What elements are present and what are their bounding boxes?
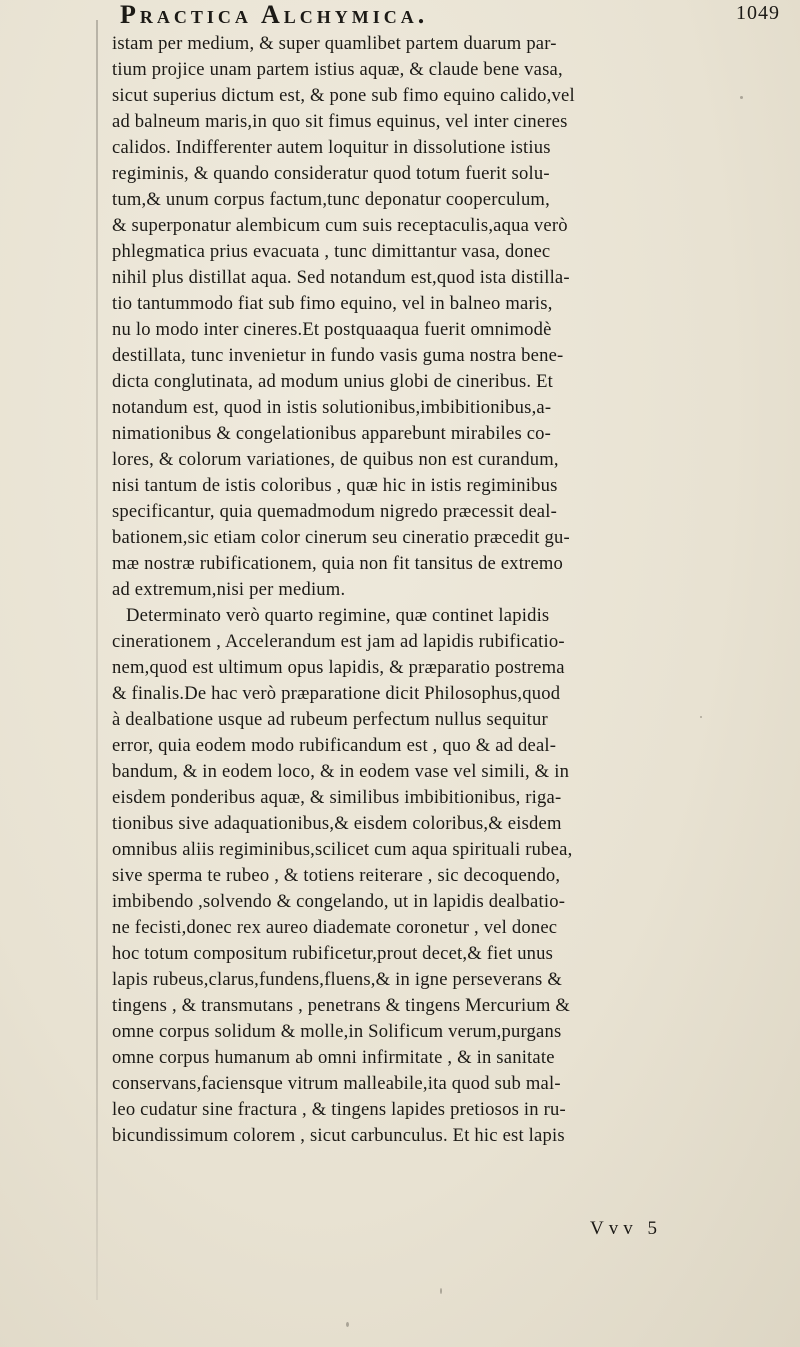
text-line: destillata, tunc invenietur in fundo vasis guma nostra bene-: [112, 345, 564, 366]
page-gutter-shadow: [96, 20, 98, 1300]
text-line: eisdem ponderibus aquæ, & similibus imbibitionibus, riga-: [112, 787, 562, 808]
text-line: ne fecisti,donec rex aureo diademate coronetur , vel donec: [112, 917, 558, 938]
text-line: calidos. Indifferenter autem loquitur in dissolutione istius: [112, 137, 551, 158]
text-line: Determinato verò quarto regimine, quæ continet lapidis: [126, 605, 550, 626]
text-line: omne corpus solidum & molle,in Solificum verum,purgans: [112, 1021, 562, 1042]
text-line: nem,quod est ultimum opus lapidis, & præparatio postrema: [112, 657, 565, 678]
text-line: ad extremum,nisi per medium.: [112, 579, 346, 600]
text-line: tionibus sive adaquationibus,& eisdem coloribus,& eisdem: [112, 813, 562, 834]
text-line: omne corpus humanum ab omni infirmitate , & in sanitate: [112, 1047, 555, 1068]
paper-speck: [740, 96, 743, 99]
text-line: specificantur, quia quemadmodum nigredo præcessit deal-: [112, 501, 558, 522]
text-line: bationem,sic etiam color cinerum seu cineratio præcedit gu-: [112, 527, 570, 548]
text-line: error, quia eodem modo rubificandum est , quo & ad deal-: [112, 735, 557, 756]
text-line: sive sperma te rubeo , & totiens reiterare , sic decoquendo,: [112, 865, 561, 886]
page-header: [120, 0, 780, 34]
text-line: conservans,faciensque vitrum malleabile,ita quod sub mal-: [112, 1073, 561, 1094]
text-line: tio tantummodo fiat sub fimo equino, vel in balneo maris,: [112, 293, 553, 314]
text-line: notandum est, quod in istis solutionibus,imbibitionibus,a-: [112, 397, 552, 418]
text-line: nu lo modo inter cineres.Et postquaaqua fuerit omnimodè: [112, 319, 552, 340]
text-line: phlegmatica prius evacuata , tunc dimittantur vasa, donec: [112, 241, 551, 262]
text-line: mæ nostræ rubificationem, quia non fit tansitus de extremo: [112, 553, 564, 574]
text-line: ad balneum maris,in quo sit fimus equinus, vel inter cineres: [112, 111, 568, 132]
paper-speck: [346, 1322, 349, 1327]
text-line: nimationibus & congelationibus apparebunt mirabiles co-: [112, 423, 552, 444]
text-line: leo cudatur sine fractura , & tingens lapides pretiosos in ru-: [112, 1099, 566, 1120]
signature-mark: Vvv 5: [590, 1218, 662, 1239]
paper-speck: [440, 1288, 442, 1294]
text-line: tum,& unum corpus factum,tunc deponatur cooperculum,: [112, 189, 550, 210]
running-title: Practica Alchymica.: [120, 0, 429, 29]
text-line: lapis rubeus,clarus,fundens,fluens,& in igne perseverans &: [112, 969, 562, 990]
text-line: imbibendo ,solvendo & congelando, ut in lapidis dealbatio-: [112, 891, 566, 912]
text-line: bicundissimum colorem , sicut carbunculus. Et hic est lapis: [112, 1125, 565, 1146]
text-line: nihil plus distillat aqua. Sed notandum est,quod ista distilla-: [112, 267, 570, 288]
text-line: tingens , & transmutans , penetrans & tingens Mercurium &: [112, 995, 571, 1016]
text-line: bandum, & in eodem loco, & in eodem vase vel simili, & in: [112, 761, 570, 782]
text-line: cinerationem , Accelerandum est jam ad lapidis rubificatio-: [112, 631, 565, 652]
text-line: regiminis, & quando consideratur quod totum fuerit solu-: [112, 163, 550, 184]
text-line: & superponatur alembicum cum suis receptaculis,aqua verò: [112, 215, 568, 236]
text-line: sicut superius dictum est, & pone sub fimo equino calido,vel: [112, 85, 575, 106]
text-line: lores, & colorum variationes, de quibus non est curandum,: [112, 449, 559, 470]
text-line: dicta conglutinata, ad modum unius globi de cineribus. Et: [112, 371, 554, 392]
page-number: 1049: [736, 2, 780, 24]
text-line: tium projice unam partem istius aquæ, & claude bene vasa,: [112, 59, 563, 80]
paper-speck: [700, 716, 702, 718]
text-line: istam per medium, & super quamlibet partem duarum par-: [112, 33, 557, 54]
text-line: à dealbatione usque ad rubeum perfectum nullus sequitur: [112, 709, 548, 730]
text-line: omnibus aliis regiminibus,scilicet cum aqua spirituali rubea,: [112, 839, 573, 860]
text-line: nisi tantum de istis coloribus , quæ hic in istis regiminibus: [112, 475, 558, 496]
text-line: & finalis.De hac verò præparatione dicit Philosophus,quod: [112, 683, 561, 704]
text-line: hoc totum compositum rubificetur,prout decet,& fiet unus: [112, 943, 554, 964]
body-text: [112, 31, 772, 1149]
